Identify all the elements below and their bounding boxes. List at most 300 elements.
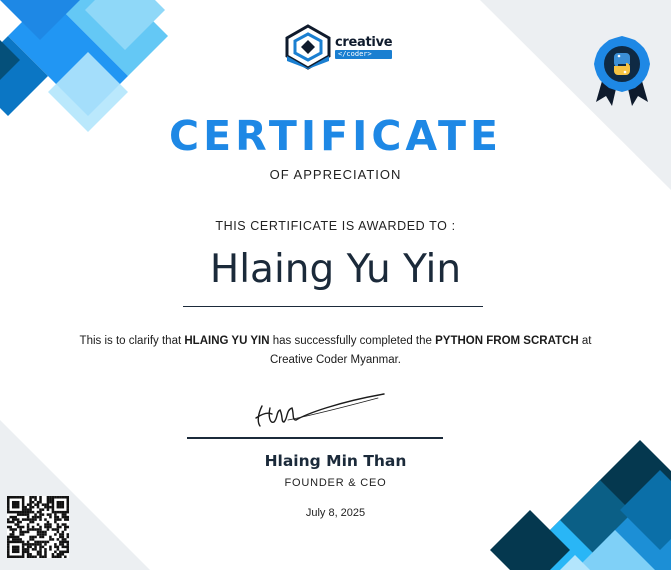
qr-module	[57, 516, 60, 519]
logo-text	[335, 36, 392, 59]
qr-module	[12, 516, 15, 519]
qr-module	[64, 541, 67, 544]
qr-module	[14, 511, 17, 514]
qr-module	[39, 513, 42, 516]
signer-name: Hlaing Min Than	[264, 452, 407, 470]
certificate-description	[60, 332, 611, 370]
qr-module	[12, 538, 15, 541]
qr-module	[54, 513, 57, 516]
qr-module	[67, 536, 69, 539]
qr-module	[49, 498, 52, 501]
qr-module	[67, 518, 69, 521]
qr-module	[39, 541, 42, 544]
qr-module	[9, 541, 12, 544]
qr-module	[67, 496, 69, 499]
qr-module	[62, 506, 65, 509]
qr-module	[44, 548, 47, 551]
qr-module	[64, 538, 67, 541]
qr-module	[22, 498, 25, 501]
qr-module	[22, 511, 25, 514]
recipient-underline	[183, 306, 483, 307]
qr-module	[37, 511, 40, 514]
qr-module	[32, 548, 35, 551]
qr-module	[39, 553, 42, 556]
qr-module	[37, 516, 40, 519]
qr-module	[64, 496, 67, 499]
qr-module	[37, 506, 40, 509]
awarded-to-label: THIS CERTIFICATE IS AWARDED TO :	[215, 219, 456, 233]
qr-module	[34, 541, 37, 544]
qr-module	[39, 518, 42, 521]
qr-module	[19, 513, 22, 516]
logo-cube-icon	[285, 24, 331, 70]
qr-module	[12, 501, 15, 504]
qr-module	[39, 501, 42, 504]
qr-module	[22, 526, 25, 529]
qr-module	[14, 551, 17, 554]
qr-module	[19, 531, 22, 534]
qr-module	[52, 553, 55, 556]
qr-module	[39, 508, 42, 511]
qr-module	[27, 526, 30, 529]
qr-module	[47, 496, 50, 499]
qr-module	[42, 533, 45, 536]
signature-line	[187, 437, 443, 439]
qr-module	[67, 501, 69, 504]
qr-module	[47, 501, 50, 504]
qr-module	[47, 541, 50, 544]
qr-module	[9, 556, 12, 558]
signer-role: FOUNDER & CEO	[284, 477, 387, 489]
qr-module	[12, 541, 15, 544]
qr-module	[9, 528, 12, 531]
qr-module	[14, 516, 17, 519]
qr-module	[24, 548, 27, 551]
qr-module	[39, 511, 42, 514]
qr-module	[9, 496, 12, 499]
qr-module	[52, 508, 55, 511]
qr-module	[17, 551, 20, 554]
qr-module	[52, 501, 55, 504]
qr-module	[47, 523, 50, 526]
qr-module	[27, 518, 30, 521]
qr-module	[59, 501, 62, 504]
qr-module	[59, 511, 62, 514]
qr-module	[37, 553, 40, 556]
desc-prefix: This is to clarify that	[79, 335, 185, 347]
qr-module	[14, 548, 17, 551]
qr-module	[49, 523, 52, 526]
qr-module	[52, 506, 55, 509]
qr-module	[19, 496, 22, 499]
qr-module	[62, 538, 65, 541]
qr-module	[12, 548, 15, 551]
certificate-subtitle: OF APPRECIATION	[269, 167, 402, 182]
qr-module	[32, 506, 35, 509]
qr-module	[49, 538, 52, 541]
qr-module	[64, 556, 67, 558]
qr-module	[64, 528, 67, 531]
qr-module	[22, 551, 25, 554]
qr-module	[7, 498, 10, 501]
qr-module	[44, 526, 47, 529]
qr-module	[27, 548, 30, 551]
qr-module	[32, 511, 35, 514]
qr-module	[54, 521, 57, 524]
qr-module	[17, 541, 20, 544]
qr-module	[57, 553, 60, 556]
qr-module	[22, 518, 25, 521]
qr-module	[57, 531, 60, 534]
qr-module	[57, 528, 60, 531]
qr-module	[47, 498, 50, 501]
qr-module	[12, 511, 15, 514]
qr-module	[34, 543, 37, 546]
qr-module	[29, 521, 32, 524]
qr-module	[42, 531, 45, 534]
qr-module	[32, 518, 35, 521]
qr-module	[44, 518, 47, 521]
qr-module	[64, 513, 67, 516]
qr-module	[9, 521, 12, 524]
qr-module	[19, 528, 22, 531]
qr-module	[14, 556, 17, 558]
qr-module	[29, 496, 32, 499]
qr-module	[62, 503, 65, 506]
qr-module	[7, 496, 10, 499]
qr-module	[24, 511, 27, 514]
qr-module	[27, 541, 30, 544]
qr-module	[64, 546, 67, 549]
qr-module	[32, 526, 35, 529]
qr-module	[7, 538, 10, 541]
qr-module	[7, 553, 10, 556]
qr-module	[29, 508, 32, 511]
qr-module	[27, 546, 30, 549]
qr-module	[57, 523, 60, 526]
qr-module	[27, 543, 30, 546]
qr-module	[47, 506, 50, 509]
qr-module	[34, 498, 37, 501]
qr-module	[42, 536, 45, 539]
qr-module	[9, 526, 12, 529]
qr-module	[29, 556, 32, 558]
qr-module	[12, 531, 15, 534]
qr-module	[59, 536, 62, 539]
qr-module	[64, 523, 67, 526]
qr-module	[62, 496, 65, 499]
qr-module	[44, 553, 47, 556]
qr-module	[24, 543, 27, 546]
qr-module	[67, 546, 69, 549]
qr-module	[19, 541, 22, 544]
qr-module	[27, 503, 30, 506]
qr-module	[7, 551, 10, 554]
qr-module	[67, 526, 69, 529]
qr-module	[29, 536, 32, 539]
qr-module	[39, 498, 42, 501]
qr-module	[7, 543, 10, 546]
qr-module	[39, 526, 42, 529]
qr-module	[52, 496, 55, 499]
qr-module	[12, 506, 15, 509]
qr-module	[17, 526, 20, 529]
python-award-badge-icon	[592, 36, 652, 108]
qr-module	[7, 501, 10, 504]
qr-module	[17, 496, 20, 499]
qr-module	[39, 536, 42, 539]
qr-module	[17, 503, 20, 506]
qr-module	[37, 528, 40, 531]
qr-module	[59, 553, 62, 556]
qr-module	[57, 503, 60, 506]
qr-module	[7, 518, 10, 521]
qr-module	[17, 511, 20, 514]
qr-module	[62, 516, 65, 519]
qr-module	[29, 553, 32, 556]
qr-module	[22, 501, 25, 504]
qr-module	[27, 516, 30, 519]
issue-date: July 8, 2025	[305, 507, 366, 519]
qr-module	[7, 536, 10, 539]
qr-module	[22, 496, 25, 499]
qr-module	[67, 543, 69, 546]
qr-module	[7, 548, 10, 551]
qr-module	[34, 518, 37, 521]
qr-module	[27, 553, 30, 556]
qr-module	[49, 526, 52, 529]
qr-module	[54, 528, 57, 531]
qr-module	[57, 548, 60, 551]
qr-module	[39, 556, 42, 558]
qr-module	[54, 556, 57, 558]
qr-module	[19, 556, 22, 558]
qr-module	[17, 523, 20, 526]
qr-module	[34, 556, 37, 558]
qr-module	[14, 523, 17, 526]
qr-module	[49, 546, 52, 549]
qr-module	[29, 538, 32, 541]
qr-module	[22, 533, 25, 536]
qr-module	[12, 503, 15, 506]
qr-module	[44, 506, 47, 509]
qr-module	[49, 536, 52, 539]
qr-module	[52, 503, 55, 506]
qr-module	[42, 508, 45, 511]
qr-module	[24, 506, 27, 509]
qr-module	[44, 556, 47, 558]
qr-module	[14, 503, 17, 506]
qr-module	[32, 496, 35, 499]
qr-module	[22, 503, 25, 506]
qr-module	[62, 543, 65, 546]
qr-module	[42, 546, 45, 549]
qr-module	[22, 556, 25, 558]
qr-module	[47, 503, 50, 506]
qr-module	[57, 518, 60, 521]
qr-module	[27, 556, 30, 558]
qr-module	[7, 506, 10, 509]
qr-module	[24, 551, 27, 554]
qr-module	[67, 548, 69, 551]
qr-module	[44, 503, 47, 506]
qr-module	[7, 526, 10, 529]
qr-module	[29, 498, 32, 501]
qr-module	[32, 528, 35, 531]
qr-module	[27, 531, 30, 534]
qr-module	[32, 556, 35, 558]
qr-module	[32, 521, 35, 524]
qr-module	[49, 496, 52, 499]
qr-module	[17, 506, 20, 509]
qr-module	[29, 528, 32, 531]
qr-module	[52, 538, 55, 541]
qr-module	[12, 533, 15, 536]
qr-module	[32, 538, 35, 541]
qr-module	[59, 556, 62, 558]
qr-module	[14, 528, 17, 531]
qr-module	[47, 521, 50, 524]
qr-module	[14, 546, 17, 549]
qr-module	[9, 536, 12, 539]
qr-module	[54, 543, 57, 546]
qr-module	[14, 541, 17, 544]
desc-course: PYTHON FROM SCRATCH	[435, 335, 579, 347]
qr-module	[59, 518, 62, 521]
qr-module	[9, 533, 12, 536]
qr-module	[32, 536, 35, 539]
qr-module	[9, 516, 12, 519]
logo-tag: </coder>	[335, 50, 392, 59]
qr-module	[24, 518, 27, 521]
qr-module	[67, 498, 69, 501]
qr-module	[19, 521, 22, 524]
qr-module	[67, 551, 69, 554]
qr-module	[44, 533, 47, 536]
qr-module	[37, 551, 40, 554]
qr-module	[67, 533, 69, 536]
qr-module	[37, 523, 40, 526]
qr-module	[34, 546, 37, 549]
qr-module	[64, 551, 67, 554]
qr-module	[29, 546, 32, 549]
qr-module	[67, 508, 69, 511]
qr-module	[54, 516, 57, 519]
qr-module	[17, 546, 20, 549]
certificate-title: CERTIFICATE	[169, 112, 502, 160]
qr-module	[27, 523, 30, 526]
qr-module	[49, 513, 52, 516]
qr-module	[17, 556, 20, 558]
qr-module	[19, 533, 22, 536]
qr-module	[39, 516, 42, 519]
desc-suffix: at Creative Coder Myanmar.	[269, 335, 592, 366]
qr-module	[49, 548, 52, 551]
qr-module	[7, 511, 10, 514]
qr-module	[62, 523, 65, 526]
qr-module	[67, 511, 69, 514]
qr-module	[17, 521, 20, 524]
qr-module	[27, 508, 30, 511]
qr-module	[29, 501, 32, 504]
qr-module	[17, 518, 20, 521]
qr-module	[44, 523, 47, 526]
qr-module	[59, 533, 62, 536]
qr-module	[14, 506, 17, 509]
qr-module	[57, 496, 60, 499]
qr-module	[62, 541, 65, 544]
qr-module	[9, 511, 12, 514]
qr-module	[12, 536, 15, 539]
qr-module	[14, 536, 17, 539]
qr-module	[37, 541, 40, 544]
qr-module	[57, 556, 60, 558]
qr-module	[57, 506, 60, 509]
qr-module	[39, 543, 42, 546]
qr-module	[39, 533, 42, 536]
qr-module	[19, 538, 22, 541]
qr-module	[39, 551, 42, 554]
qr-module	[54, 511, 57, 514]
qr-module	[22, 531, 25, 534]
qr-module	[24, 531, 27, 534]
qr-module	[49, 506, 52, 509]
qr-module	[54, 546, 57, 549]
qr-module	[19, 511, 22, 514]
qr-module	[7, 546, 10, 549]
qr-module	[62, 536, 65, 539]
qr-module	[42, 556, 45, 558]
recipient-name: Hlaing Yu Yin	[209, 247, 462, 292]
qr-module	[54, 533, 57, 536]
desc-middle: has successfully completed the	[269, 335, 436, 347]
qr-module	[12, 496, 15, 499]
qr-module	[67, 541, 69, 544]
qr-module	[54, 551, 57, 554]
qr-module	[57, 511, 60, 514]
qr-module	[64, 518, 67, 521]
qr-module	[47, 528, 50, 531]
qr-module	[32, 543, 35, 546]
qr-module	[12, 521, 15, 524]
qr-module	[17, 536, 20, 539]
qr-module	[29, 543, 32, 546]
qr-module	[12, 556, 15, 558]
qr-module	[12, 528, 15, 531]
qr-module	[64, 511, 67, 514]
qr-module	[42, 541, 45, 544]
qr-module	[22, 508, 25, 511]
qr-module	[54, 518, 57, 521]
qr-module	[19, 526, 22, 529]
qr-module	[62, 511, 65, 514]
qr-module	[34, 516, 37, 519]
qr-module	[59, 526, 62, 529]
qr-module	[12, 546, 15, 549]
qr-module	[34, 496, 37, 499]
qr-module	[67, 506, 69, 509]
qr-module	[37, 503, 40, 506]
qr-module	[62, 531, 65, 534]
qr-module	[24, 513, 27, 516]
qr-module	[67, 516, 69, 519]
qr-module	[44, 531, 47, 534]
qr-module	[37, 543, 40, 546]
qr-module	[34, 503, 37, 506]
qr-module	[24, 508, 27, 511]
qr-module	[59, 506, 62, 509]
qr-module	[39, 546, 42, 549]
